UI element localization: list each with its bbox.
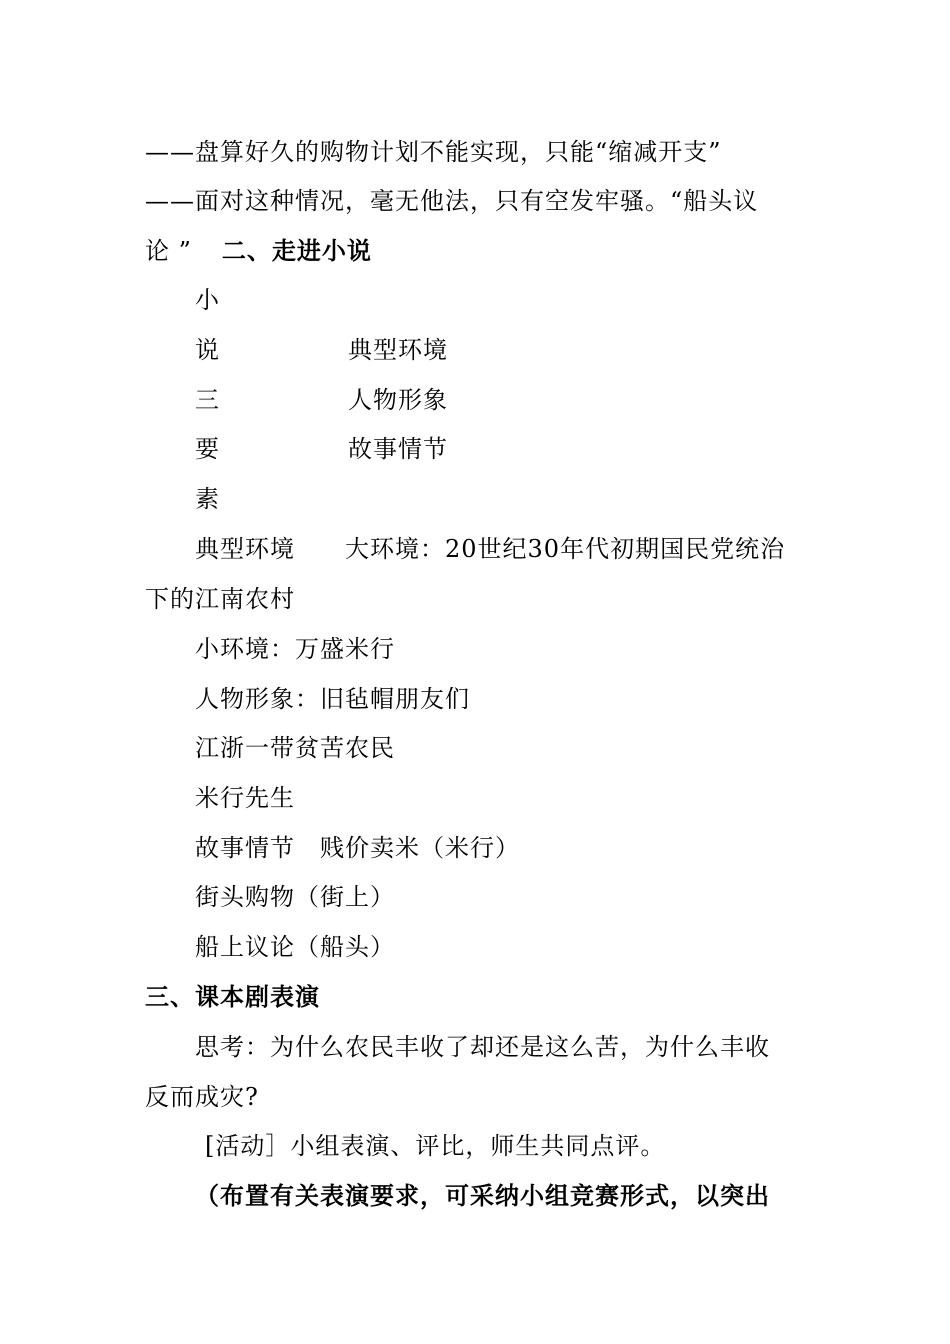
text-line: ——面对这种情况，毫无他法，只有空发牢骚。“船头议 (145, 187, 759, 215)
text-line: 下的江南农村 (145, 585, 295, 613)
text-line: 船上议论（船头） (195, 933, 395, 961)
text-line: [活动］小组表演、评比，师生共同点评。 (205, 1132, 666, 1160)
vertical-label-char: 小 (195, 286, 220, 314)
section-heading: 三、课本剧表演 (145, 982, 320, 1011)
text-line (145, 236, 372, 266)
text-line: 江浙一带贫苦农民 (195, 734, 395, 762)
text-line: 典型环境 大环境：20世纪30年代初期国民党统治 (195, 535, 786, 563)
text-line: 米行先生 (195, 784, 295, 812)
text-fragment: 论 ” (145, 237, 192, 265)
text-line: 小环境：万盛米行 (195, 635, 395, 663)
vertical-label-char: 要 (195, 435, 220, 463)
text-line: 思考：为什么农民丰收了却还是这么苦，为什么丰收 (195, 1033, 770, 1061)
vertical-label-char: 说 (195, 336, 220, 364)
text-line: 人物形象：旧毡帽朋友们 (195, 685, 470, 713)
element-item: 故事情节 (348, 435, 448, 463)
element-item: 人物形象 (348, 386, 448, 414)
text-line: 故事情节 贱价卖米（米行） (195, 834, 520, 862)
text-line: （布置有关表演要求，可采纳小组竞赛形式，以突出 (195, 1181, 770, 1210)
section-heading: 二、走进小说 (221, 236, 372, 265)
text-line: 反而成灾? (145, 1083, 259, 1111)
vertical-label-char: 素 (195, 485, 220, 513)
text-line: 街头购物（街上） (195, 883, 395, 911)
vertical-label-char: 三 (195, 386, 220, 414)
text-line: ——盘算好久的购物计划不能实现，只能“缩减开支” (145, 138, 722, 166)
element-item: 典型环境 (348, 336, 448, 364)
